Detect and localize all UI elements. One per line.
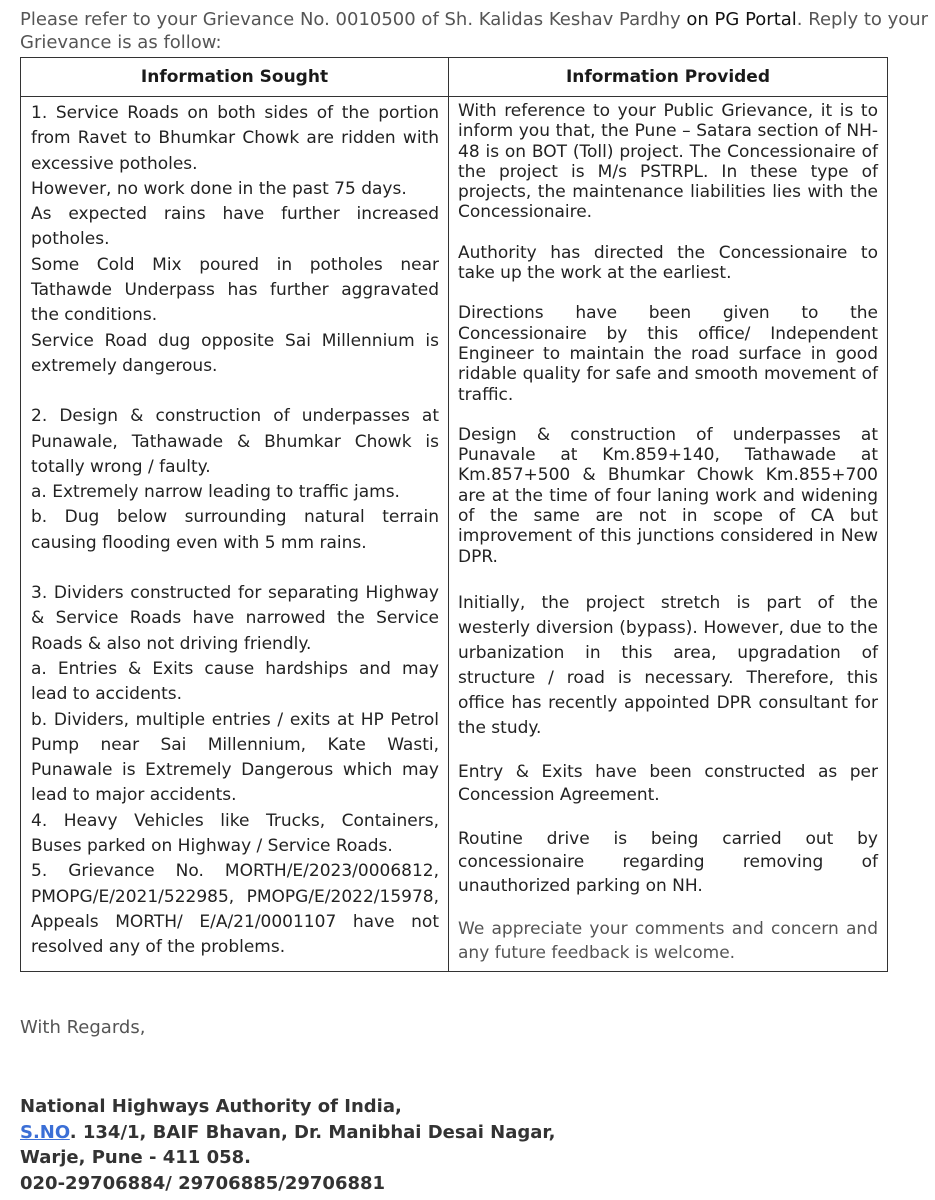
sought-item: b. Dividers, multiple entries / exits at HP Petrol Pump near Sai Millennium, Kate Wasti, Punawale is Extremely Dangerous which may lead to major accidents. (31, 709, 439, 806)
table-header-row (21, 58, 888, 97)
sought-item: As expected rains have further increased potholes. (31, 204, 439, 250)
with-regards: With Regards, (20, 1017, 146, 1038)
closing-remark: We appreciate your comments and concern and any future feedback is welcome. (458, 919, 878, 963)
sought-item: Some Cold Mix poured in potholes near Tathawde Underpass has further aggravated the conditions. (31, 254, 439, 326)
address-line-1-rest: . 134/1, BAIF Bhavan, Dr. Manibhai Desai Nagar, (69, 1121, 556, 1143)
sought-item: Service Road dug opposite Sai Millennium is extremely dangerous. (31, 330, 439, 376)
table-row (21, 97, 888, 972)
address-line-2: Warje, Pune - 411 058. (20, 1147, 252, 1168)
provided-paragraph: Design & construction of underpasses at Punavale at Km.859+140, Tathawade at Km.857+500 & Bhumkar Chowk Km.855+700 are at the time of four laning work and widening of the same are not in scope of CA but improvement of this junctions considered in New DPR. (458, 424, 878, 567)
sno-link[interactable]: S.NO (20, 1121, 70, 1143)
intro-text-before: Please refer to your Grievance No. 0010500 of Sh. Kalidas Keshav Pardhy (20, 9, 687, 30)
information-provided-cell (449, 97, 888, 972)
header-information-sought: Information Sought (21, 58, 449, 97)
grievance-table (20, 57, 888, 972)
phone-numbers: 020-29706884/ 29706885/29706881 (20, 1172, 386, 1194)
address-line-1 (20, 1120, 556, 1146)
sought-item: 5. Grievance No. MORTH/E/2023/0006812, PMOPG/E/2021/522985, PMOPG/E/2022/15978, Appeals MORTH/ E/A/21/0001107 have not resolved any of the problems. (31, 861, 439, 958)
signature-block (20, 1094, 556, 1196)
provided-paragraph: With reference to your Public Grievance, it is to inform you that, the Pune – Satara section of NH-48 is on BOT (Toll) project. The Concessionaire of the project is M/s PSTRPL. In these type of projects, the maintenance liabilities lies with the Concessionaire. (458, 101, 878, 223)
sought-item: a. Entries & Exits cause hardships and may lead to accidents. (31, 658, 439, 705)
sought-item: 2. Design & construction of underpasses at Punawale, Tathawade & Bhumkar Chowk is totally wrong / faulty. (31, 406, 439, 477)
sought-item: 4. Heavy Vehicles like Trucks, Containers, Buses parked on Highway / Service Roads. (31, 810, 439, 857)
pg-portal-text: on PG Portal (686, 9, 797, 30)
sought-item: However, no work done in the past 75 days. (31, 178, 407, 199)
provided-paragraph: Entry & Exits have been constructed as per Concession Agreement. (458, 761, 878, 806)
header-information-provided: Information Provided (449, 58, 888, 97)
provided-paragraph: Directions have been given to the Concessionaire by this office/ Independent Engineer to maintain the road surface in good ridable quality for safe and smooth movement of traffic. (458, 303, 878, 405)
sought-item: a. Extremely narrow leading to traffic jams. (31, 482, 400, 503)
organization-name: National Highways Authority of India, (20, 1096, 402, 1117)
provided-paragraph: Authority has directed the Concessionaire to take up the work at the earliest. (458, 242, 878, 284)
sought-item: b. Dug below surrounding natural terrain causing flooding even with 5 mm rains. (31, 507, 439, 553)
provided-paragraph: Initially, the project stretch is part of the westerly diversion (bypass). However, due to the urbanization in this area, upgradation of structure / road is necessary. Therefore, this office has recently appointed DPR consultant for the study. (458, 592, 878, 738)
information-sought-cell (21, 97, 449, 972)
intro-paragraph (20, 8, 932, 54)
paragraph-gap (31, 379, 439, 404)
paragraph-gap (31, 556, 439, 581)
sought-item: 3. Dividers constructed for separating Highway & Service Roads have narrowed the Service Roads & also not driving friendly. (31, 583, 439, 654)
intro-text-after: . Reply to your Grievance is as follow: (20, 9, 929, 53)
provided-paragraph: Routine drive is being carried out by concessionaire regarding removing of unauthorized parking on NH. (458, 828, 878, 896)
sought-item: 1. Service Roads on both sides of the portion from Ravet to Bhumkar Chowk are ridden with excessive potholes. (31, 103, 439, 174)
